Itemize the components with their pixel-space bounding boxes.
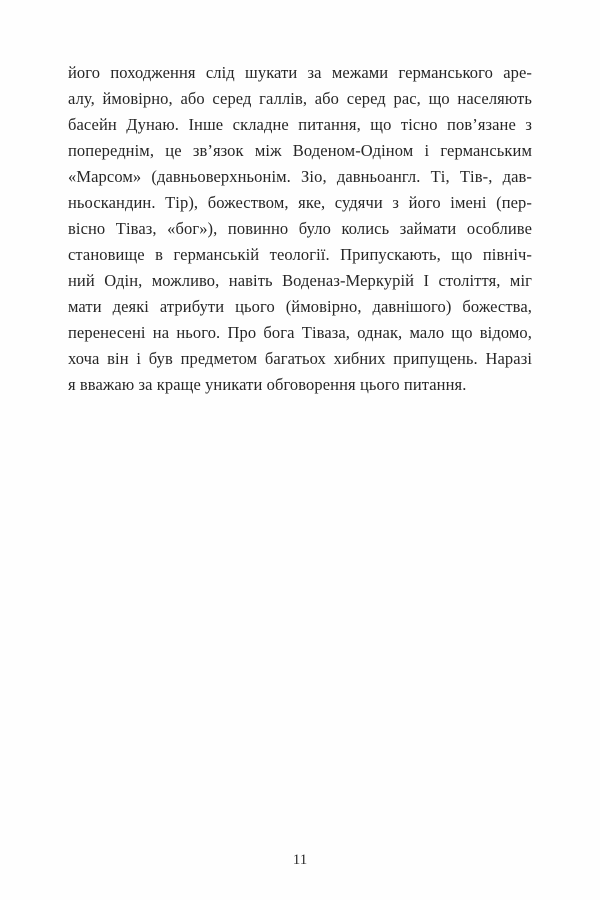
paragraph-body [68,60,532,398]
text-line: становище в германській теології. Припускають, що північ- [68,245,532,264]
text-line: я вважаю за краще уникати обговорення цього питання. [68,375,467,394]
text-line: попереднім, це зв’язок між Воденом-Одіном і германським [68,141,532,160]
page-number: 11 [292,852,308,868]
text-line: його походження слід шукати за межами германського аре- [68,63,532,82]
text-line: хоча він і був предметом багатьох хибних припущень. Наразі [68,349,532,368]
text-line: ний Одін, можливо, навіть Воденаз-Меркурій І століття, міг [68,271,532,290]
text-line: ньоскандин. Тір), божеством, яке, судячи з його імені (пер- [68,193,532,212]
text-line: перенесені на нього. Про бога Тіваза, однак, мало що відомо, [68,323,532,342]
text-line: «Марсом» (давньоверхньонім. Зіо, давньоангл. Ті, Тів-, дав- [68,167,532,186]
text-line: басейн Дунаю. Інше складне питання, що тісно пов’язане з [68,115,532,134]
text-line: вісно Тіваз, «бог»), повинно було колись займати особливе [68,219,532,238]
text-line: алу, ймовірно, або серед галлів, або серед рас, що населяють [68,89,532,108]
text-line: мати деякі атрибути цього (ймовірно, давнішого) божества, [68,297,532,316]
